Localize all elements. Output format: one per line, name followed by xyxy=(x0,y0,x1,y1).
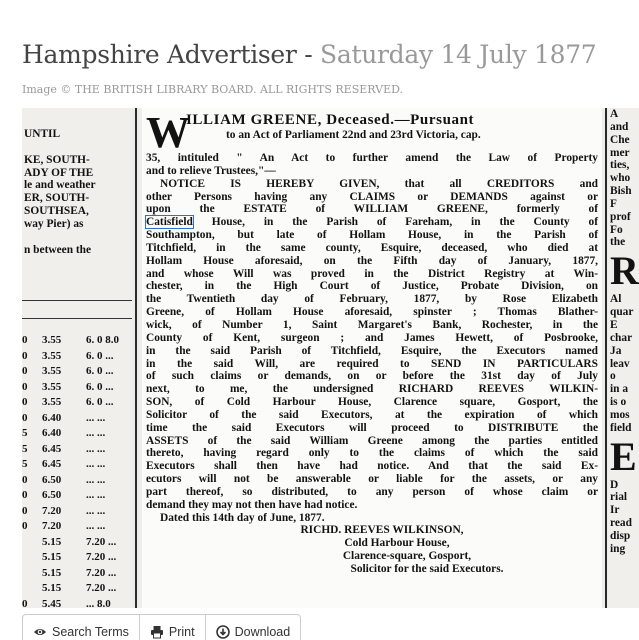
timetable-cell xyxy=(22,550,42,566)
timetable-cell: 0 xyxy=(22,489,28,501)
article-line: to an Act of Parliament 22nd and 23rd Victoria, cap. xyxy=(226,129,481,141)
left-column-line: SOUTHSEA, xyxy=(24,205,89,218)
right-column-text xyxy=(610,108,639,556)
timetable-cell: 7.20 xyxy=(42,504,62,517)
article-line: wick, of Number 1, Saint Margaret's Bank, Rochester, in the xyxy=(146,318,598,331)
timetable-cell: 5 xyxy=(22,427,28,439)
right-column-line: F xyxy=(610,197,617,210)
timetable-cell: 5.15 xyxy=(42,535,62,548)
timetable-cell: 3.55 xyxy=(42,349,62,362)
left-column-line xyxy=(24,231,130,244)
column-rule xyxy=(605,108,607,608)
timetable-cell: 0 xyxy=(22,473,28,486)
right-column-line: read xyxy=(610,517,632,530)
timetable-cell: 5 xyxy=(22,442,28,455)
address-line: Solicitor for the said Executors. xyxy=(350,563,504,575)
signature: RICHD. REEVES WILKINSON, xyxy=(300,524,464,537)
timetable-row xyxy=(22,426,132,442)
article-line: other Persons having any CLAIMS or DEMANDS against or xyxy=(146,190,598,203)
left-column-line: ADY OF THE xyxy=(24,166,94,179)
timetable-row xyxy=(22,581,132,597)
right-column-line: Che xyxy=(610,133,630,146)
column-rule xyxy=(135,108,137,608)
timetable-row xyxy=(22,457,132,473)
timetable-cell: 6. 0 ... xyxy=(86,365,114,377)
timetable-cell xyxy=(22,566,42,582)
page-title xyxy=(22,40,596,69)
article-line: demand they may not then have had notice. xyxy=(146,498,358,511)
article-line: Greene, of Hollam House aforesaid, spinster ; Thomas Blather- xyxy=(146,306,598,319)
right-column-line: the xyxy=(610,236,626,249)
article-line: SON, of Cold Harbour House, Clarence square, Gosport, the xyxy=(146,396,598,409)
left-column-line: le and weather xyxy=(24,179,96,192)
right-column-line: D xyxy=(610,478,619,491)
timetable-cell: 6. 0 8.0 xyxy=(86,334,119,346)
left-column xyxy=(22,108,132,608)
article-line: thereto, having regard only to the claims of which the said xyxy=(146,447,598,460)
drop-cap: W xyxy=(146,108,190,157)
left-column-text xyxy=(24,128,130,256)
timetable-row xyxy=(22,411,132,427)
timetable-row xyxy=(22,380,132,396)
left-column-line: way Pier) as xyxy=(24,217,84,230)
column-divider xyxy=(22,300,132,301)
article-line: upon the ESTATE of WILLIAM GREENE, formerly of xyxy=(146,203,598,216)
timetable-cell: ... ... xyxy=(86,504,106,517)
right-column-line: ties, xyxy=(610,159,630,172)
timetable-cell: ... ... xyxy=(86,411,106,424)
timetable-row xyxy=(22,519,132,535)
dated-line: Dated this 14th day of June, 1877. xyxy=(160,511,325,524)
right-column-line: leav xyxy=(610,357,630,370)
article-line: NOTICE IS HEREBY GIVEN, that all CREDITORS and xyxy=(160,177,598,190)
timetable-cell: ... ... xyxy=(86,520,106,532)
timetable-cell: 3.55 xyxy=(42,380,62,393)
left-column-line: ER, SOUTH- xyxy=(24,192,90,205)
right-column-initial: R xyxy=(610,248,639,294)
article-line: ASSETS of the said William Greene among the parties entitled xyxy=(146,434,598,447)
print-label: Print xyxy=(168,625,195,639)
timetable-cell: ... 8.0 xyxy=(86,597,111,608)
timetable-cell: 7.20 xyxy=(42,520,62,532)
right-column-line: char xyxy=(610,331,633,344)
article-line: 35, intituled " An Act to further amend the Law of Property xyxy=(146,152,598,164)
viewer-toolbar xyxy=(22,614,300,640)
issue-date: Saturday 14 July 1877 xyxy=(320,40,597,69)
article-headline: ILLIAM GREENE, Deceased.—Pursuant xyxy=(186,112,475,128)
timetable-cell: ... ... xyxy=(86,442,106,455)
timetable-cell: 7.20 ... xyxy=(86,535,117,548)
timetable-cell: 5.15 xyxy=(42,582,62,594)
timetable-cell: 3.55 xyxy=(42,396,62,408)
timetable-cell: 5.15 xyxy=(42,566,62,579)
address-line: Clarence-square, Gosport, xyxy=(342,550,472,563)
article-line: and to relieve Trustees,"— xyxy=(146,164,276,177)
article-line: Titchfield, in the same county, Esquire, deceased, who died at xyxy=(146,241,598,254)
right-column-line: is o xyxy=(610,396,627,409)
timetable-cell: 7.20 ... xyxy=(86,551,117,563)
right-column-line: rial xyxy=(610,491,628,504)
timetable-row xyxy=(22,566,132,582)
timetable-cell: 7.20 ... xyxy=(86,566,117,579)
right-column xyxy=(608,108,639,608)
article-line: part thereof, so distributed, to any person of whose claim or xyxy=(146,485,598,498)
article-line: of such claims or demands, on or before the 31st day of July xyxy=(146,370,598,383)
right-column-line: Ir xyxy=(610,504,620,517)
timetable-cell: 6.45 xyxy=(42,442,62,455)
timetable xyxy=(22,333,132,608)
timetable-cell: 0 xyxy=(22,597,28,608)
article-line: Southampton, but late of Hollam House, in the Parish of xyxy=(146,229,598,242)
article-line: and whose Will was proved in the District Registry at Win- xyxy=(146,267,598,280)
timetable-row xyxy=(22,473,132,489)
article-line: ecutors will not be answerable or liable for the assets, or any xyxy=(146,473,598,486)
timetable-row xyxy=(22,550,132,566)
article-line: County of Kent, surgeon ; and James Hewett, of Posbrooke, xyxy=(146,331,598,344)
timetable-cell: ... ... xyxy=(86,489,106,501)
article-line: chester, in the High Court of Justice, Probate Division, on xyxy=(146,280,598,293)
timetable-cell: 0 xyxy=(22,365,28,377)
timetable-row xyxy=(22,504,132,520)
timetable-cell: 5 xyxy=(22,458,28,470)
download-label: Download xyxy=(234,625,291,639)
timetable-cell: 0 xyxy=(22,380,28,393)
article-line xyxy=(146,216,598,229)
timetable-cell: 6.40 xyxy=(42,411,62,424)
right-column-line: A xyxy=(610,108,619,120)
article-line: Executors shall then have had notice. And that the said Ex- xyxy=(146,460,598,473)
timetable-cell: ... ... xyxy=(86,427,106,439)
article-line: next, to me, the undersigned RICHARD REEVES WILKIN- xyxy=(146,383,598,396)
article-column xyxy=(142,108,602,608)
timetable-cell: 6. 0 ... xyxy=(86,396,114,408)
right-column-line: and xyxy=(610,120,629,133)
timetable-row xyxy=(22,488,132,504)
timetable-cell: 3.55 xyxy=(42,365,62,377)
timetable-row xyxy=(22,442,132,458)
timetable-cell: 5.45 xyxy=(42,597,62,608)
copyright-notice: Image © THE BRITISH LIBRARY BOARD. ALL RIGHTS RESERVED. xyxy=(22,83,404,96)
timetable-cell xyxy=(22,581,42,597)
right-column-line: ing xyxy=(610,542,626,555)
timetable-cell: 0 xyxy=(22,520,28,532)
timetable-row xyxy=(22,333,132,349)
right-column-line: prof xyxy=(610,210,631,223)
timetable-cell: 0 xyxy=(22,411,28,424)
right-column-line: mos xyxy=(610,408,630,421)
right-column-line: Fo xyxy=(610,223,623,236)
article-line: time the said Executors will proceed to DISTRIBUTE the xyxy=(146,421,598,434)
timetable-cell: 0 xyxy=(22,334,28,346)
timetable-cell xyxy=(22,535,42,551)
right-column-line: Bish xyxy=(610,185,632,198)
timetable-cell: 0 xyxy=(22,504,28,517)
search-highlight: Catisfield xyxy=(146,216,193,229)
right-column-initial: E xyxy=(610,433,637,479)
article-line: in the said Will, are required to SEND IN PARTICULARS xyxy=(146,357,598,370)
right-column-line: quar xyxy=(610,306,634,319)
right-column-line: field xyxy=(610,421,632,434)
article-line-text: House, in the Parish of Fareham, in the County of xyxy=(211,216,598,229)
timetable-cell: 3.55 xyxy=(42,334,62,346)
timetable-row xyxy=(22,349,132,365)
timetable-row xyxy=(22,364,132,380)
newspaper-scan[interactable] xyxy=(22,108,639,608)
right-column-line: Al xyxy=(610,293,622,306)
timetable-cell: 6.50 xyxy=(42,473,62,486)
timetable-cell: 6.40 xyxy=(42,427,62,439)
right-column-line: who xyxy=(610,172,631,185)
address-line: Cold Harbour House, xyxy=(344,537,450,550)
timetable-cell: 6.45 xyxy=(42,458,62,470)
right-column-line: E xyxy=(610,318,618,331)
right-column-line: mer xyxy=(610,146,630,159)
timetable-cell: ... ... xyxy=(86,458,106,470)
search-terms-label: Search Terms xyxy=(52,625,129,639)
timetable-cell: 6.50 xyxy=(42,489,62,501)
notice-article xyxy=(146,108,598,576)
timetable-cell: 7.20 ... xyxy=(86,582,117,594)
timetable-cell: 0 xyxy=(22,396,28,408)
search-terms-button[interactable] xyxy=(22,614,140,640)
left-column-line xyxy=(24,141,130,154)
column-divider xyxy=(22,318,132,319)
left-column-line: KE, SOUTH- xyxy=(24,153,90,166)
timetable-cell: ... ... xyxy=(86,473,106,486)
print-button[interactable] xyxy=(139,614,206,640)
article-line: the Twentieth day of February, 1877, by Rose Elizabeth xyxy=(146,293,598,306)
newspaper-name: Hampshire Advertiser - xyxy=(22,40,321,69)
timetable-row xyxy=(22,597,132,609)
timetable-row xyxy=(22,535,132,551)
timetable-cell: 6. 0 ... xyxy=(86,349,114,362)
article-line: in the said Parish of Titchfield, Esquire, the Executors named xyxy=(146,344,598,357)
right-column-line: o xyxy=(610,370,616,383)
right-column-line: Ja xyxy=(610,344,622,357)
left-column-line: UNTIL xyxy=(24,128,61,140)
timetable-cell: 6. 0 ... xyxy=(86,380,114,393)
timetable-row xyxy=(22,395,132,411)
right-column-line: in a xyxy=(610,383,629,396)
left-column-line: n between the xyxy=(24,243,92,256)
article-line: Solicitor of the said Executors, at the expiration of which xyxy=(146,408,598,421)
right-column-line: disp xyxy=(610,529,631,542)
download-button[interactable] xyxy=(205,614,302,640)
timetable-cell: 5.15 xyxy=(42,551,62,563)
article-line: Hollam House aforesaid, on the Fifth day of January, 1877, xyxy=(146,254,598,267)
timetable-cell: 0 xyxy=(22,349,28,362)
